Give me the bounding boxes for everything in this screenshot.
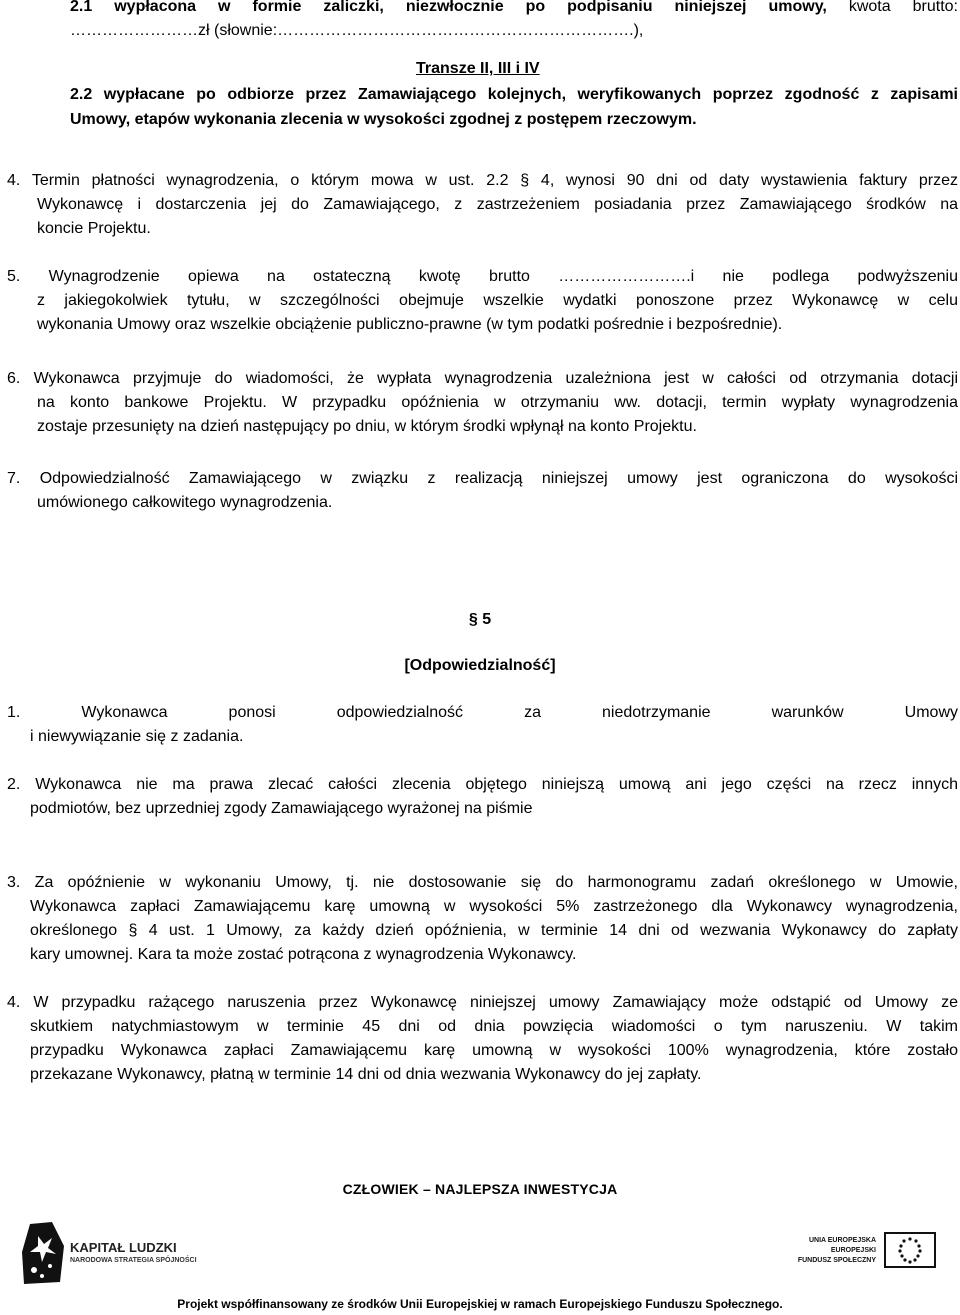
clause-2-1-line-2: ……………………zł (słownie:………………………………………………………….), xyxy=(70,22,644,39)
kapital-ludzki-emblem-icon xyxy=(22,1222,68,1284)
s5-para-3-line-2: Wykonawca zapłaci Zamawiającemu karę umowną w wysokości 5% zastrzeżonego dla Wykonawcy wynagrodzenia, xyxy=(30,898,958,915)
para-6-line-1: 6. Wykonawca przyjmuje do wiadomości, że wypłata wynagrodzenia uzależniona jest w całości od otrzymania dotacji xyxy=(7,370,958,387)
clause-2-1-bold: 2.1 wypłacona w formie zaliczki, niezwłocznie po podpisaniu niniejszej umowy, xyxy=(70,0,827,15)
clause-2-2-line-2: Umowy, etapów wykonania zlecenia w wysokości zgodnej z postępem rzeczowym. xyxy=(70,111,697,128)
clause-2-1-line-1 xyxy=(70,0,958,17)
eu-flag-icon xyxy=(884,1232,936,1268)
kapital-ludzki-title: KAPITAŁ LUDZKI xyxy=(70,1240,177,1255)
section-title: [Odpowiedzialność] xyxy=(404,657,556,674)
s5-para-3-line-3: określonego § 4 ust. 1 Umowy, za każdy dzień opóźnienia, w terminie 14 dni od wezwania Wykonawcy do zapłaty xyxy=(30,922,958,939)
footer-slogan: CZŁOWIEK – NAJLEPSZA INWESTYCJA xyxy=(342,1181,618,1197)
para-5-line-1: 5. Wynagrodzenie opiewa na ostateczną kwotę brutto …………………….i nie podlega podwyższeniu xyxy=(7,268,958,285)
s5-para-4-line-4: przekazane Wykonawcy, płatną w terminie 14 dni od dnia wezwania Wykonawcy do jej zapłaty. xyxy=(30,1066,702,1083)
eu-line-3: FUNDUSZ SPOŁECZNY xyxy=(797,1257,876,1264)
para-7-line-1: 7. Odpowiedzialność Zamawiającego w związku z realizacją niniejszej umowy jest ograniczona do wysokości xyxy=(7,470,958,487)
eu-logo xyxy=(780,1228,940,1278)
para-5-line-3: wykonania Umowy oraz wszelkie obciążenie publiczno-prawne (w tym podatki pośrednie i bezpośrednie). xyxy=(37,316,783,333)
clause-2-1-amount-label: kwota brutto: xyxy=(826,0,958,15)
eu-line-1: UNIA EUROPEJSKA xyxy=(808,1237,876,1244)
kapital-ludzki-logo xyxy=(22,1222,202,1284)
para-5-line-2: z jakiegokolwiek tytułu, w szczególności obejmuje wszelkie wydatki ponoszone przez Wykonawcę w celu xyxy=(37,292,958,309)
para-4-line-3: koncie Projektu. xyxy=(37,220,151,237)
kapital-ludzki-subtitle: NARODOWA STRATEGIA SPÓJNOŚCI xyxy=(70,1257,197,1264)
s5-para-4-line-3: przypadku Wykonawca zapłaci Zamawiającemu karę umowną w wysokości 100% wynagrodzenia, które zostało xyxy=(30,1042,958,1059)
s5-para-1-line-1: 1. Wykonawca ponosi odpowiedzialność za niedotrzymanie warunków Umowy xyxy=(7,704,958,721)
footer-cofinancing-note: Projekt współfinansowany ze środków Unii Europejskiej w ramach Europejskiego Funduszu Społecznego. xyxy=(177,1297,783,1311)
s5-para-1-line-2: i niewywiązanie się z zadania. xyxy=(30,728,244,745)
s5-para-3-line-4: kary umownej. Kara ta może zostać potrącona z wynagrodzenia Wykonawcy. xyxy=(30,946,577,963)
eu-text xyxy=(780,1236,876,1266)
section-number: § 5 xyxy=(468,611,492,628)
s5-para-4-line-1: 4. W przypadku rażącego naruszenia przez Wykonawcę niniejszej umowy Zamawiający może odstąpić od Umowy ze xyxy=(7,994,958,1011)
para-6-line-3: zostaje przesunięty na dzień następujący po dniu, w którym środki wpłynął na konto Projektu. xyxy=(37,418,697,435)
para-7-line-2: umówionego całkowitego wynagrodzenia. xyxy=(37,494,333,511)
eu-line-2: EUROPEJSKI xyxy=(830,1247,876,1254)
s5-para-2-line-2: podmiotów, bez uprzedniej zgody Zamawiającego wyrażonej na piśmie xyxy=(30,800,533,817)
clause-2-2-line-1: 2.2 wypłacane po odbiorze przez Zamawiającego kolejnych, weryfikowanych poprzez zgodność z zapisami xyxy=(70,86,958,103)
tranche-heading: Transze II, III i IV xyxy=(416,60,540,77)
para-4-line-2: Wykonawcę i dostarczenia jej do Zamawiającego, z zastrzeżeniem posiadania przez Zamawiającego środków na xyxy=(37,196,958,213)
s5-para-4-line-2: skutkiem natychmiastowym w terminie 45 dni od dnia powzięcia wiadomości o tym naruszeniu. W takim xyxy=(30,1018,958,1035)
s5-para-2-line-1: 2. Wykonawca nie ma prawa zlecać całości zlecenia objętego niniejszą umową ani jego części na rzecz innych xyxy=(7,776,958,793)
para-4-line-1: 4. Termin płatności wynagrodzenia, o którym mowa w ust. 2.2 § 4, wynosi 90 dni od daty wystawienia faktury przez xyxy=(7,172,958,189)
para-6-line-2: na konto bankowe Projektu. W przypadku opóźnienia w otrzymaniu ww. dotacji, termin wypłaty wynagrodzenia xyxy=(37,394,958,411)
s5-para-3-line-1: 3. Za opóźnienie w wykonaniu Umowy, tj. nie dostosowanie się do harmonogramu zadań określonego w Umowie, xyxy=(7,874,958,891)
